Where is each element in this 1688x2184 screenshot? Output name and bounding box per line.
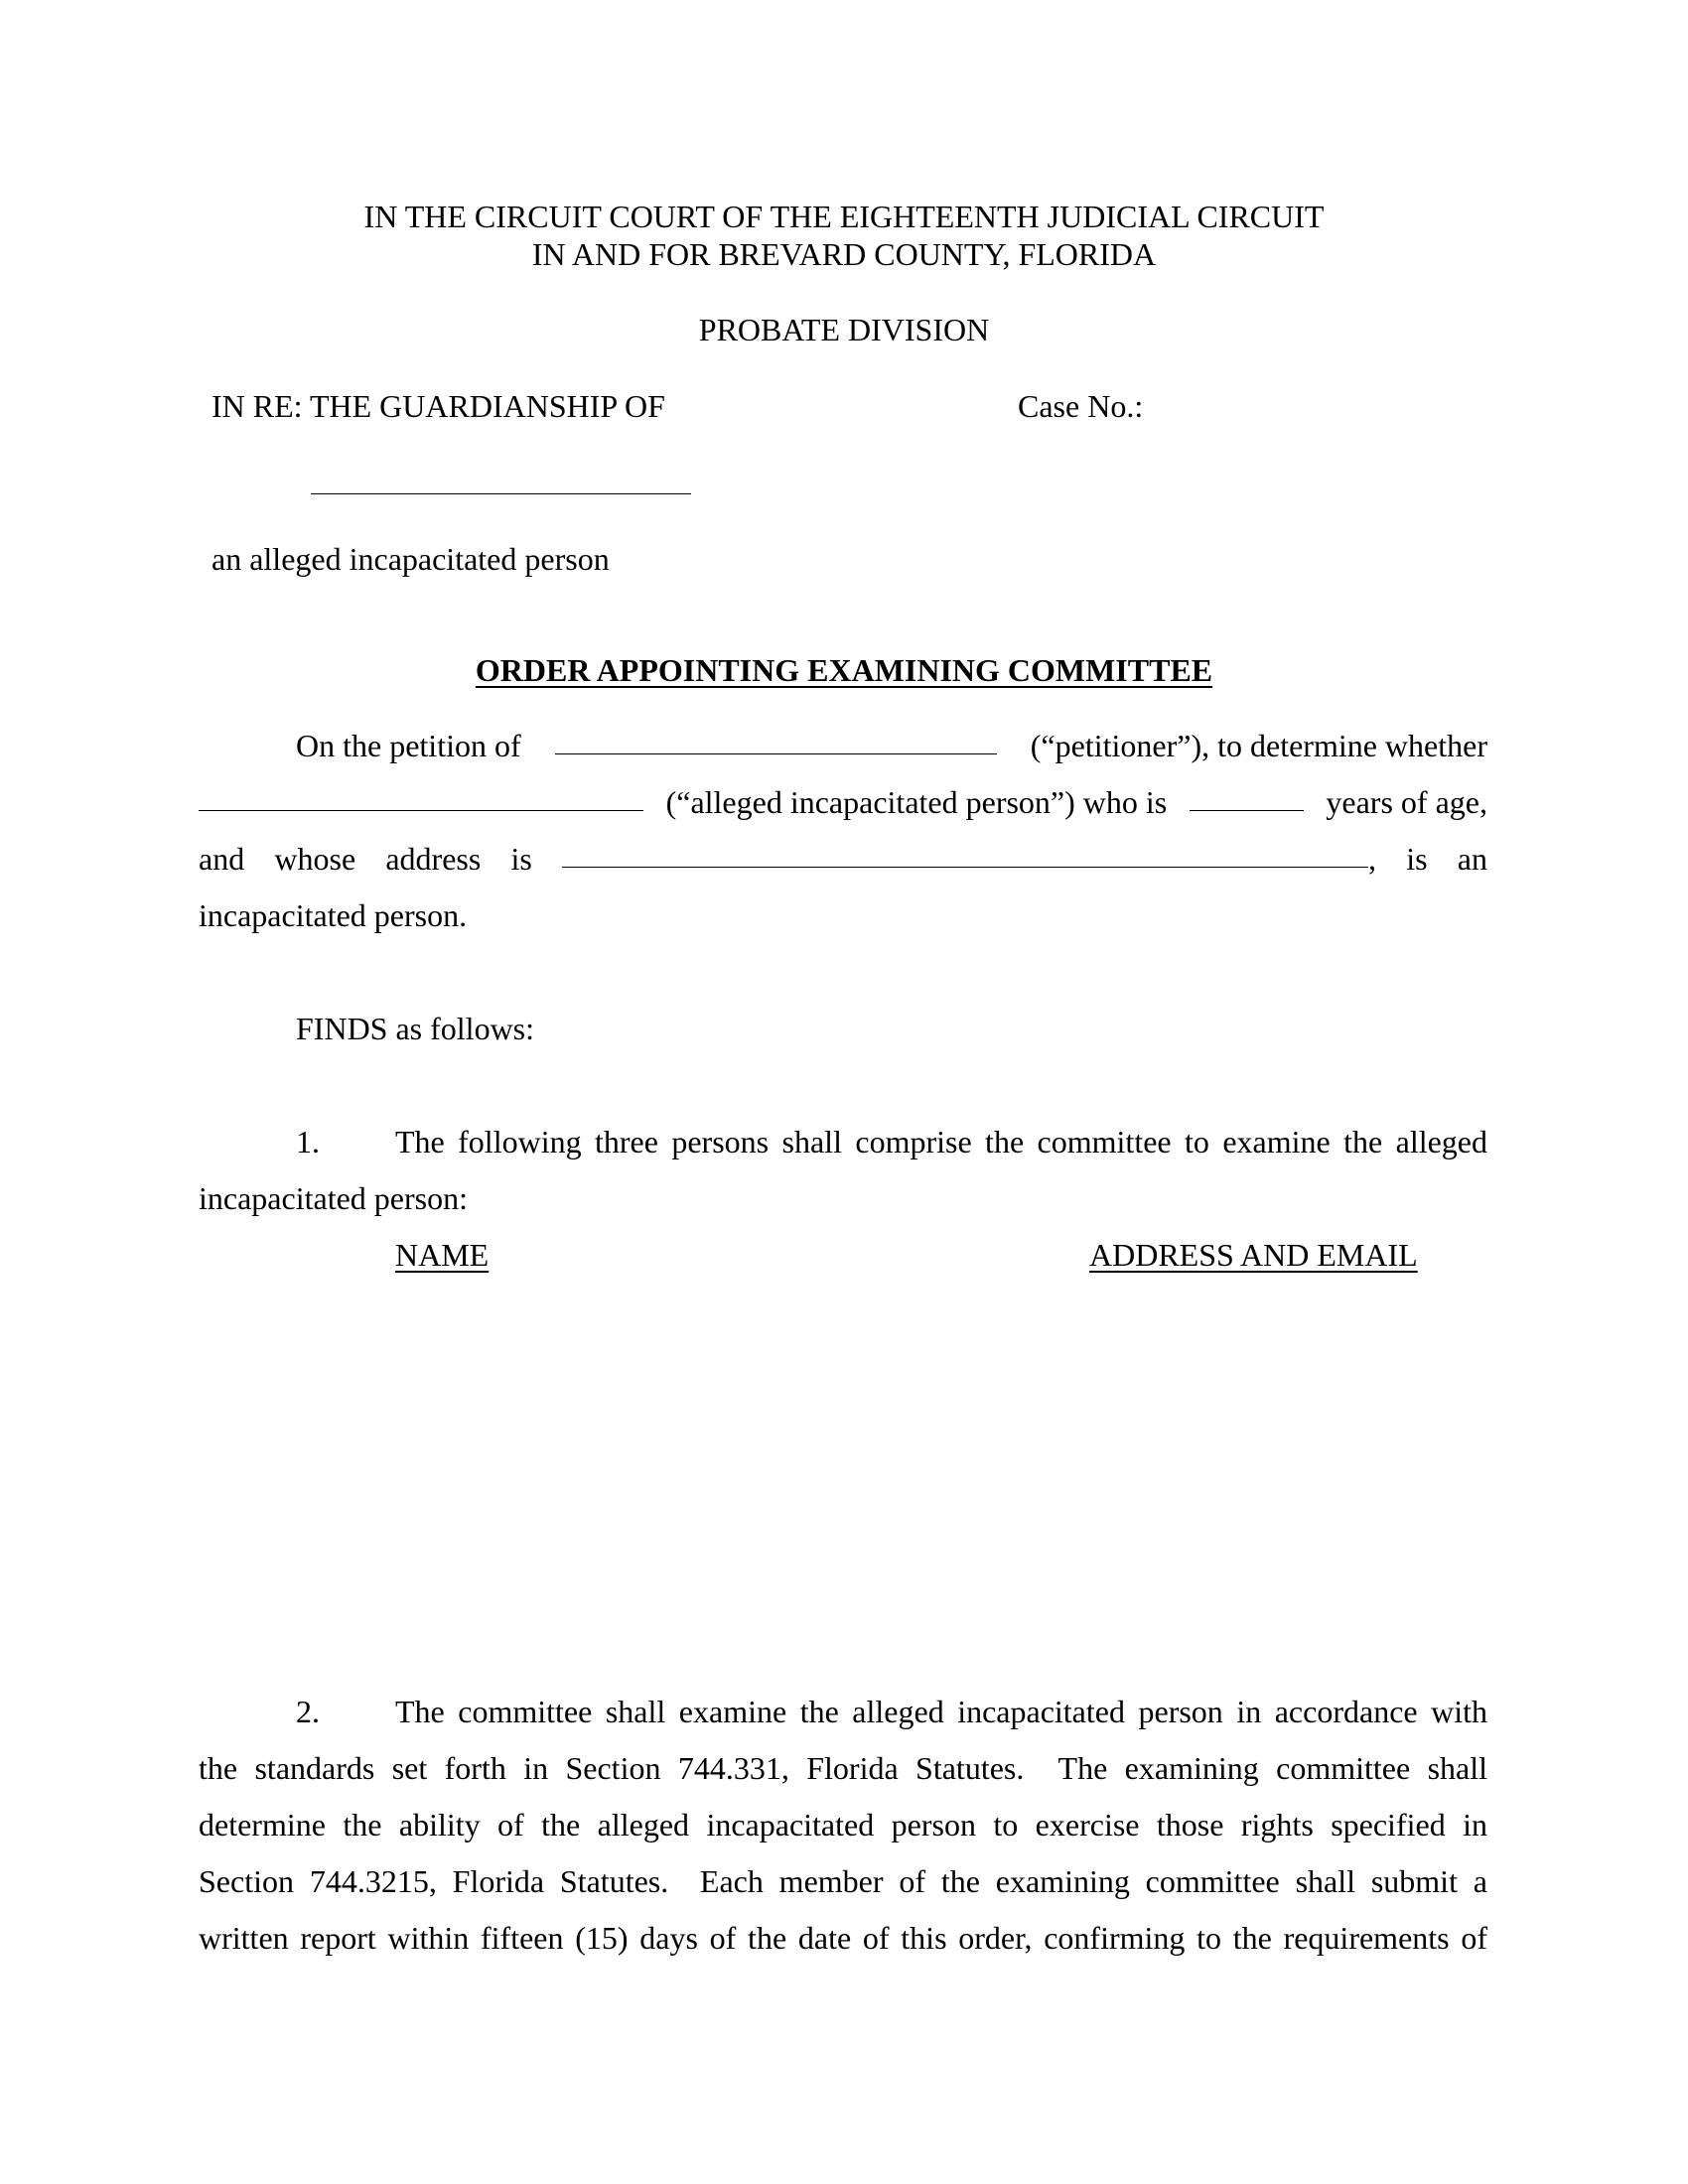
age-blank[interactable]: [1190, 810, 1304, 811]
item-1-line-2: incapacitated person:: [199, 1180, 468, 1216]
court-name-line-1: IN THE CIRCUIT COURT OF THE EIGHTEENTH JUDICIAL CIRCUIT: [363, 199, 1325, 234]
ward-name-blank[interactable]: [311, 493, 691, 494]
intro-text-comma: ,: [1368, 841, 1377, 877]
item-2-line-3: determine the ability of the alleged incapacitated person to exercise those rights specified in: [199, 1807, 1487, 1843]
item-1-number: 1.: [296, 1124, 320, 1160]
item-2-line-2: the standards set forth in Section 744.331, Florida Statutes. The examining committee shall: [199, 1750, 1487, 1786]
intro-line-3: [199, 841, 1487, 878]
intro-text-petitioner: (“petitioner”), to determine whether: [1030, 728, 1487, 763]
intro-line-4: incapacitated person.: [199, 897, 468, 933]
intro-text-years-of-age: years of age,: [1326, 784, 1487, 820]
intro-text-address: address: [385, 841, 482, 877]
item-1-line-1: The following three persons shall comprise the committee to examine the alleged: [395, 1124, 1487, 1160]
intro-text-an: an: [1457, 841, 1487, 877]
item-2-line-1: The committee shall examine the alleged incapacitated person in accordance with: [395, 1694, 1487, 1729]
address-blank[interactable]: [562, 867, 1368, 868]
item-2-line-4: Section 744.3215, Florida Statutes. Each member of the examining committee shall submit a: [199, 1863, 1487, 1899]
alleged-person-name-blank[interactable]: [199, 810, 643, 811]
item-2-number: 2.: [296, 1694, 320, 1729]
intro-line-2: [199, 784, 1487, 821]
address-field: [562, 841, 1376, 878]
in-re-caption: IN RE: THE GUARDIANSHIP OF: [211, 388, 665, 424]
finds-heading: FINDS as follows:: [296, 1011, 535, 1046]
committee-column-address: ADDRESS AND EMAIL: [1089, 1237, 1418, 1273]
division-heading: PROBATE DIVISION: [698, 312, 990, 347]
intro-line-1: [199, 728, 1487, 764]
item-2-line-5: written report within fifteen (15) days of the date of this order, confirming to the requirements of: [199, 1920, 1487, 1956]
case-number-label: Case No.:: [1018, 388, 1144, 424]
intro-text-and: and: [199, 841, 245, 877]
court-name-line-2: IN AND FOR BREVARD COUNTY, FLORIDA: [531, 236, 1157, 272]
intro-text-is: is: [510, 841, 532, 877]
order-title: ORDER APPOINTING EXAMINING COMMITTEE: [475, 652, 1213, 688]
intro-text-alleged-person: (“alleged incapacitated person”) who is: [665, 784, 1168, 820]
intro-text-is-2: is: [1406, 841, 1428, 877]
committee-column-name: NAME: [395, 1237, 490, 1273]
petitioner-name-blank[interactable]: [555, 753, 997, 754]
intro-text-whose: whose: [274, 841, 356, 877]
intro-text-petition-of: On the petition of: [296, 728, 521, 763]
alleged-person-label: an alleged incapacitated person: [211, 541, 610, 577]
